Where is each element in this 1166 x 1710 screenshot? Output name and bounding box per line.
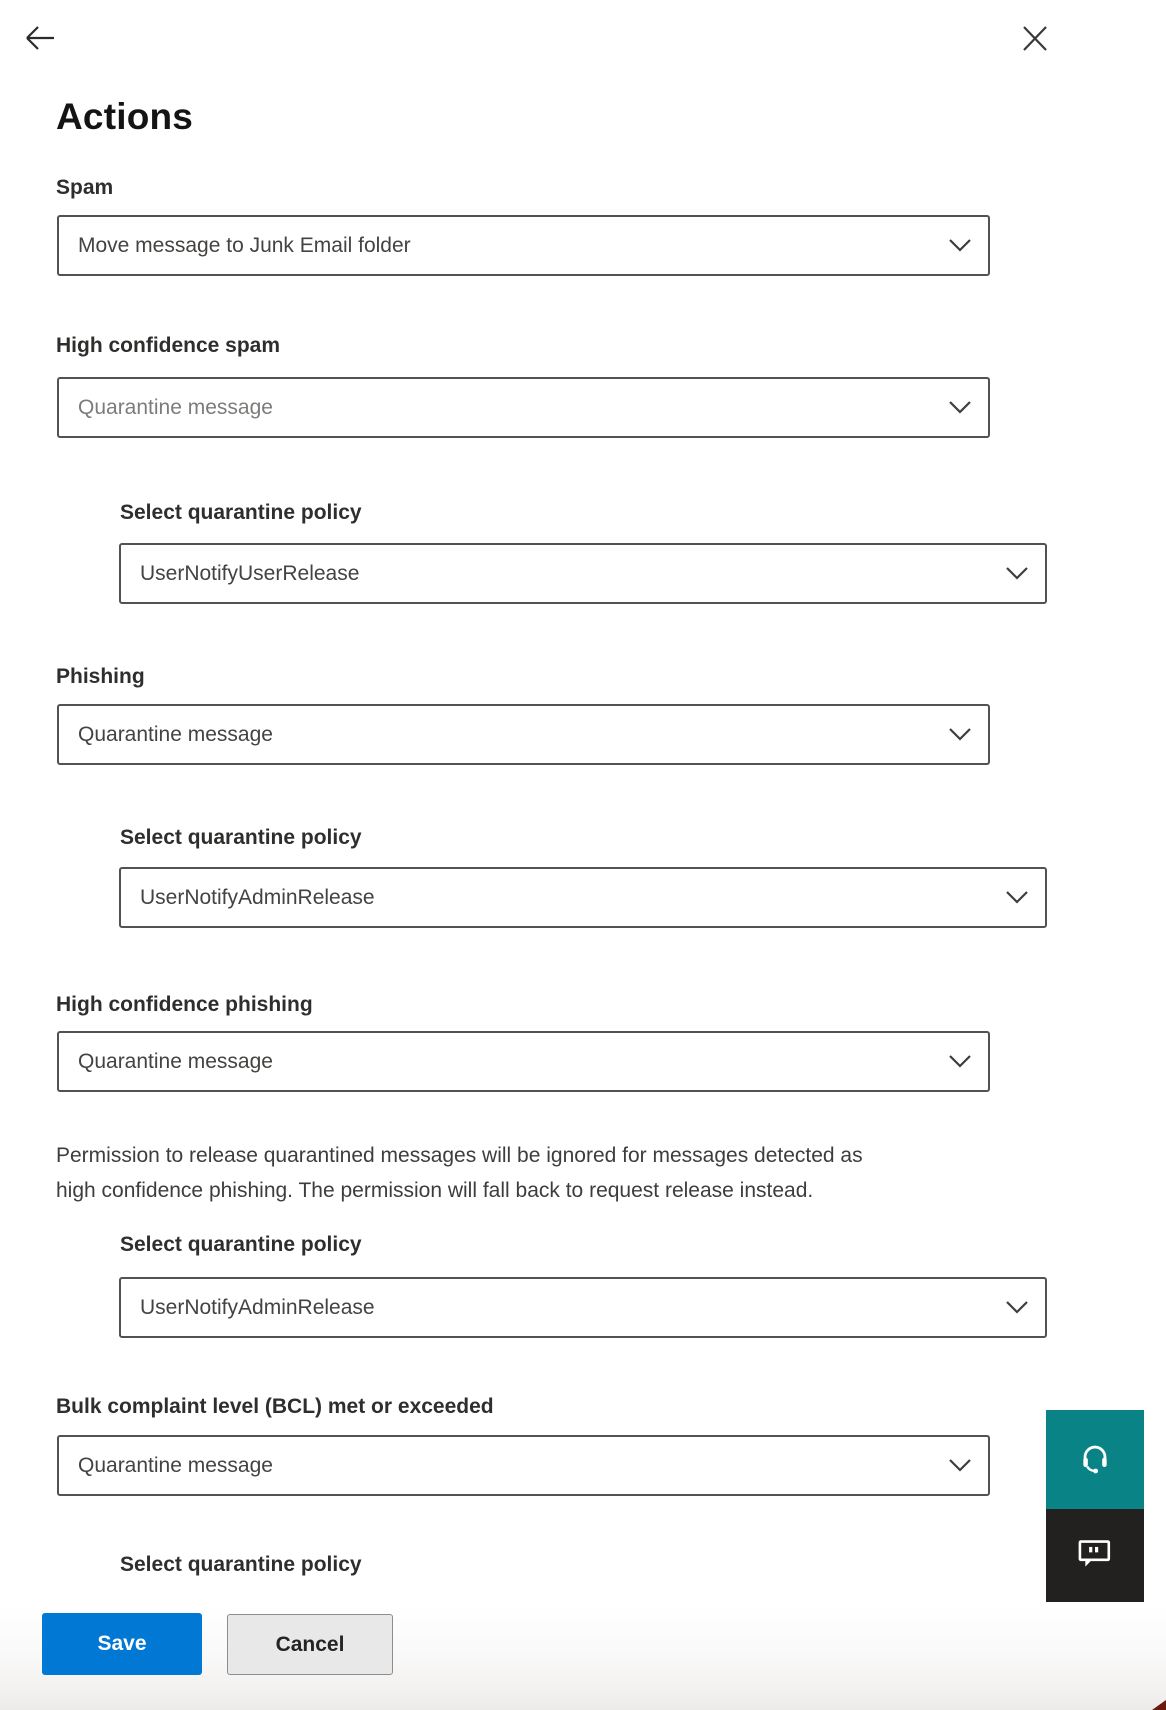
phishing-label: Phishing: [56, 665, 145, 688]
spam-label: Spam: [56, 176, 114, 199]
quarantine-policy-dropdown-3[interactable]: [119, 1277, 1047, 1338]
headset-icon: [1078, 1441, 1112, 1478]
support-button[interactable]: [1046, 1410, 1144, 1509]
chevron-down-icon: [948, 396, 972, 420]
save-button[interactable]: Save: [42, 1613, 202, 1675]
chevron-down-icon: [948, 234, 972, 258]
note-line-2: high confidence phishing. The permission will fall back to request release instead.: [56, 1179, 814, 1202]
high-confidence-spam-label: High confidence spam: [56, 334, 281, 357]
chevron-down-icon: [1005, 562, 1029, 586]
quarantine-policy-dropdown-1[interactable]: [119, 543, 1047, 604]
select-quarantine-policy-label-3: Select quarantine policy: [120, 1233, 362, 1256]
chevron-down-icon: [948, 1454, 972, 1478]
arrow-left-icon: [23, 42, 57, 57]
chat-bubble-icon: [1077, 1538, 1113, 1574]
spam-action-dropdown[interactable]: [57, 215, 990, 276]
page-title: Actions: [56, 96, 194, 137]
select-quarantine-policy-label-4: Select quarantine policy: [120, 1553, 362, 1576]
note-line-1: Permission to release quarantined messages will be ignored for messages detected as: [56, 1144, 863, 1167]
select-quarantine-policy-label-1: Select quarantine policy: [120, 501, 362, 524]
close-button[interactable]: [1019, 23, 1051, 54]
select-quarantine-policy-label-2: Select quarantine policy: [120, 826, 362, 849]
bcl-label: Bulk complaint level (BCL) met or exceeded: [56, 1395, 494, 1418]
quarantine-policy-value-3: UserNotifyAdminRelease: [140, 1295, 375, 1319]
high-confidence-spam-action-value: Quarantine message: [78, 395, 273, 419]
high-confidence-phishing-action-dropdown[interactable]: [57, 1031, 990, 1092]
phishing-action-dropdown[interactable]: [57, 704, 990, 765]
feedback-button[interactable]: [1046, 1509, 1144, 1602]
bcl-action-dropdown[interactable]: [57, 1435, 990, 1496]
cancel-button[interactable]: Cancel: [227, 1614, 393, 1675]
quarantine-policy-value-2: UserNotifyAdminRelease: [140, 885, 375, 909]
high-confidence-phishing-label: High confidence phishing: [56, 993, 313, 1016]
back-button[interactable]: [23, 22, 57, 54]
quarantine-policy-value-1: UserNotifyUserRelease: [140, 561, 360, 585]
high-confidence-spam-action-dropdown[interactable]: [57, 377, 990, 438]
phishing-action-value: Quarantine message: [78, 722, 273, 746]
close-icon: [1019, 42, 1051, 57]
chevron-down-icon: [948, 723, 972, 747]
chevron-down-icon: [1005, 886, 1029, 910]
high-confidence-phishing-action-value: Quarantine message: [78, 1049, 273, 1073]
quarantine-policy-dropdown-2[interactable]: [119, 867, 1047, 928]
chevron-down-icon: [948, 1050, 972, 1074]
high-confidence-phishing-note: [56, 1138, 1066, 1208]
bcl-action-value: Quarantine message: [78, 1453, 273, 1477]
chevron-down-icon: [1005, 1296, 1029, 1320]
spam-action-value: Move message to Junk Email folder: [78, 233, 411, 257]
corner-artifact: [1152, 1700, 1166, 1710]
